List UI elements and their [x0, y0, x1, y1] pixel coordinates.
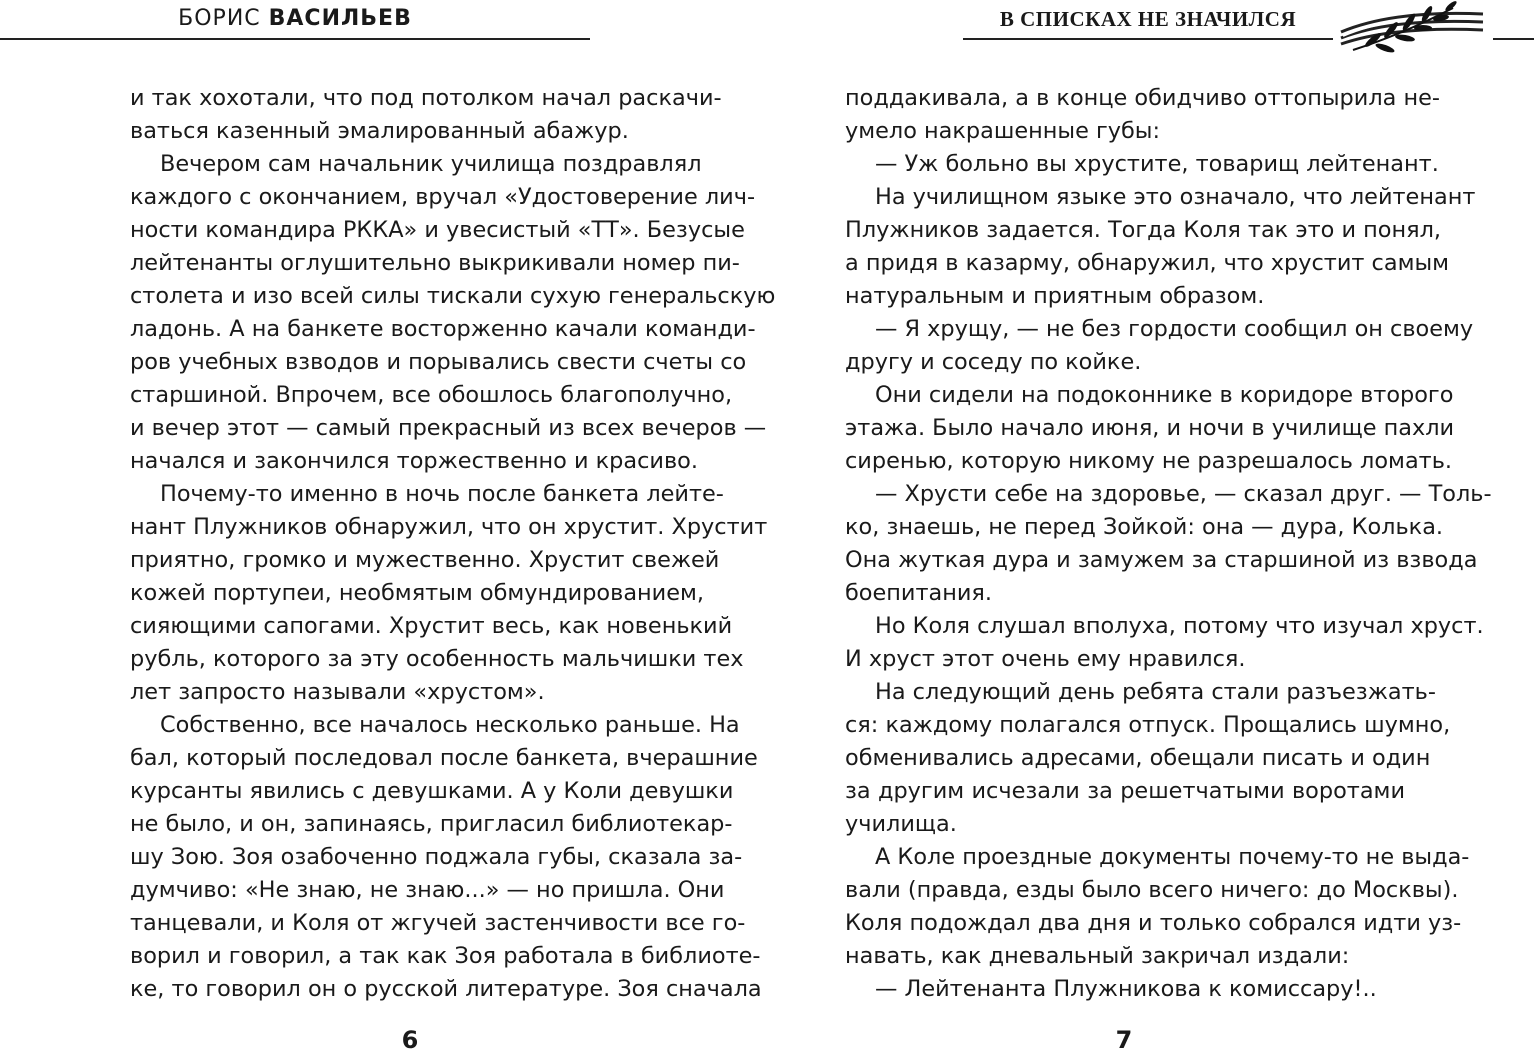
text-line: ке, то говорил он о русской литературе. Зоя сначала [130, 976, 762, 1002]
text-line: Коля подождал два дня и только собрался идти уз- [845, 910, 1462, 936]
right-page-text [845, 82, 1492, 1006]
text-line: Почему-то именно в ночь после банкета лейте- [160, 481, 724, 507]
text-line: Но Коля слушал вполуха, потому что изучал хруст. [875, 613, 1484, 639]
text-line: навать, как дневальный закричал издали: [845, 943, 1350, 969]
text-line: ваться казенный эмалированный абажур. [130, 118, 629, 144]
text-line: шу Зою. Зоя озабоченно поджала губы, сказала за- [130, 844, 743, 870]
text-line: другу и соседу по койке. [845, 349, 1142, 375]
page-number-right: 7 [1115, 1026, 1133, 1054]
text-line: не было, и он, запинаясь, пригласил библиотекар- [130, 811, 733, 837]
text-line: ров учебных взводов и порывались свести счеты со [130, 349, 747, 375]
text-line: этажа. Было начало июня, и ночи в училище пахли [845, 415, 1455, 441]
text-line: ко, знаешь, не перед Зойкой: она — дура, Колька. [845, 514, 1444, 540]
text-line: — Уж больно вы хрустите, товарищ лейтенант. [875, 151, 1439, 177]
text-line: Она жуткая дура и замужем за старшиной из взвода [845, 547, 1478, 573]
book-title: В СПИСКАХ НЕ ЗНАЧИЛСЯ [999, 7, 1297, 31]
text-line: — Лейтенанта Плужникова к комиссару!.. [875, 976, 1377, 1002]
text-line: старшиной. Впрочем, все обошлось благополучно, [130, 382, 733, 408]
text-line: танцевали, и Коля от жгучей застенчивости все го- [130, 910, 746, 936]
page-number-left: 6 [401, 1026, 419, 1054]
text-line: обменивались адресами, обещали писать и один [845, 745, 1431, 771]
text-line: бал, который последовал после банкета, вчерашние [130, 745, 758, 771]
text-line: училища. [845, 811, 957, 837]
text-line: столета и изо всей силы тискали сухую генеральскую [130, 283, 776, 309]
text-line: и вечер этот — самый прекрасный из всех вечеров — [130, 415, 767, 441]
text-line: И хруст этот очень ему нравился. [845, 646, 1246, 672]
text-line: На училищном языке это означало, что лейтенант [875, 184, 1476, 210]
text-line: лет запросто называли «хрустом». [130, 679, 545, 705]
text-line: ся: каждому полагался отпуск. Прощались шумно, [845, 712, 1451, 738]
author-name [0, 6, 590, 31]
left-page-text [130, 82, 776, 1006]
text-line: рубль, которого за эту особенность мальчишки тех [130, 646, 744, 672]
text-line: нант Плужников обнаружил, что он хрустит. Хрустит [130, 514, 768, 540]
text-line: лейтенанты оглушительно выкрикивали номер пи- [130, 250, 740, 276]
author-first-name: БОРИС [178, 6, 261, 31]
laurel-branch-icon [1333, 0, 1493, 60]
text-line: сияющими сапогами. Хрустит весь, как новенький [130, 613, 733, 639]
text-line: — Хрусти себе на здоровье, — сказал друг. — Толь- [875, 481, 1492, 507]
text-line: вали (правда, езды было всего ничего: до Москвы). [845, 877, 1459, 903]
text-line: Собственно, все началось несколько раньше. На [160, 712, 740, 738]
text-line: ворил и говорил, а так как Зоя работала в библиоте- [130, 943, 761, 969]
text-line: думчиво: «Не знаю, не знаю...» — но пришла. Они [130, 877, 725, 903]
text-line: Плужников задается. Тогда Коля так это и понял, [845, 217, 1442, 243]
text-line: натуральным и приятным образом. [845, 283, 1265, 309]
text-line: ности командира РККА» и увесистый «ТТ». Безусые [130, 217, 745, 243]
text-line: боепитания. [845, 580, 993, 606]
text-line: А Коле проездные документы почему-то не выда- [875, 844, 1470, 870]
running-header-right [963, 0, 1534, 40]
running-header-left [0, 0, 590, 40]
text-line: сиренью, которую никому не разрешалось ломать. [845, 448, 1453, 474]
right-page [767, 0, 1534, 1054]
text-line: кожей портупеи, необмятым обмундированием, [130, 580, 705, 606]
text-line: Они сидели на подоконнике в коридоре второго [875, 382, 1454, 408]
text-line: а придя в казарму, обнаружил, что хрустит самым [845, 250, 1450, 276]
text-line: ладонь. А на банкете восторженно качали команди- [130, 316, 756, 342]
text-line: умело накрашенные губы: [845, 118, 1161, 144]
author-last-name: ВАСИЛЬЕВ [268, 6, 412, 31]
text-line: курсанты явились с девушками. А у Коли девушки [130, 778, 734, 804]
text-line: за другим исчезали за решетчатыми воротами [845, 778, 1405, 804]
text-line: — Я хрущу, — не без гордости сообщил он своему [875, 316, 1474, 342]
text-line: Вечером сам начальник училища поздравлял [160, 151, 702, 177]
text-line: поддакивала, а в конце обидчиво оттопырила не- [845, 85, 1440, 111]
text-line: начался и закончился торжественно и красиво. [130, 448, 698, 474]
text-line: каждого с окончанием, вручал «Удостоверение лич- [130, 184, 756, 210]
text-line: приятно, громко и мужественно. Хрустит свежей [130, 547, 720, 573]
text-line: и так хохотали, что под потолком начал раскачи- [130, 85, 722, 111]
text-line: На следующий день ребята стали разъезжать- [875, 679, 1436, 705]
